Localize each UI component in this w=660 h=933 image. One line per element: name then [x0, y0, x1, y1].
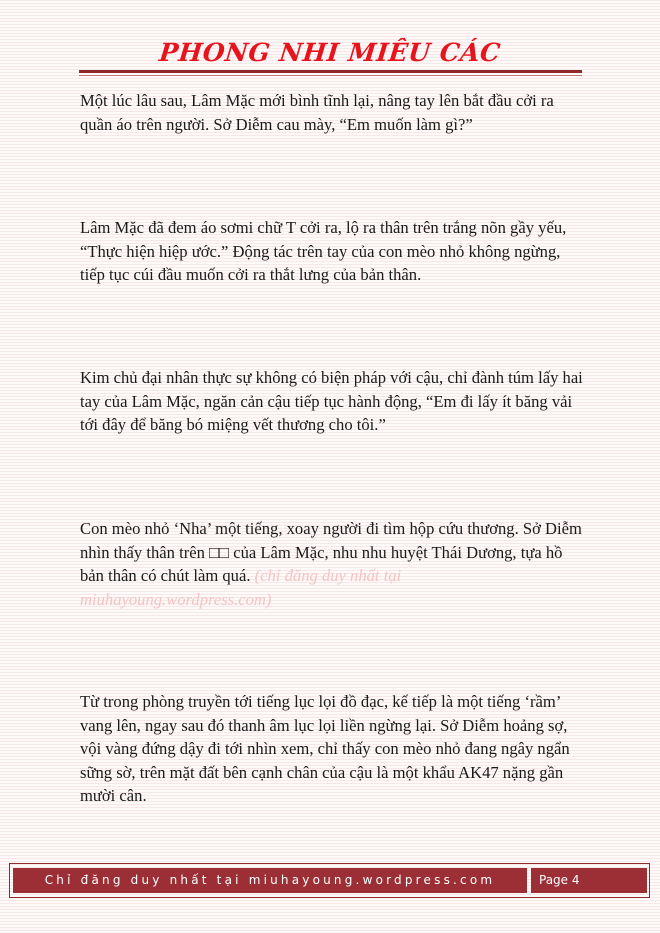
paragraph-4: [80, 517, 585, 611]
header-divider-thin: [79, 75, 582, 76]
watermark-text: (chỉ đăng duy nhất tại miuhayoung.wordpress.com): [80, 566, 402, 609]
paragraph-2: Lâm Mặc đã đem áo sơmi chữ T cởi ra, lộ ra thân trên trắng nõn gầy yếu, “Thực hiện hiệp ước.” Động tác trên tay của con mèo nhỏ không ngừng, tiếp tục cúi đầu muốn cởi ra thắt lưng của bản thân.: [80, 218, 567, 284]
footer-notice: Chỉ đăng duy nhất tại miuhayoung.wordpress.com: [13, 868, 527, 893]
header-divider: [79, 70, 582, 73]
paragraph-5: Từ trong phòng truyền tới tiếng lục lọi đồ đạc, kế tiếp là một tiếng ‘rầm’ vang lên, ngay sau đó thanh âm lục lọi liền ngừng lại. Sở Diễm hoảng sợ, vội vàng đứng dậy đi tới nhìn xem, chỉ thấy con mèo nhỏ đang ngây ngẩn sững sờ, trên mặt đất bên cạnh chân của cậu là một khẩu AK47 nặng gần mười cân.: [80, 692, 570, 805]
paragraph-1: Một lúc lâu sau, Lâm Mặc mới bình tĩnh lại, nâng tay lên bắt đầu cởi ra quần áo trên người. Sở Diễm cau mày, “Em muốn làm gì?”: [80, 91, 554, 134]
paragraph-3: Kim chủ đại nhân thực sự không có biện pháp với cậu, chỉ đành túm lấy hai tay của Lâm Mặc, ngăn cản cậu tiếp tục hành động, “Em đi lấy ít băng vải tới đây để băng bó miệng vết thương cho tôi.”: [80, 368, 583, 434]
page-number: Page 4: [531, 868, 647, 893]
paragraph-4-text: Con mèo nhỏ ‘Nha’ một tiếng, xoay người đi tìm hộp cứu thương. Sở Diễm nhìn thấy thân trên □□ của Lâm Mặc, nhu nhu huyệt Thái Dương, tựa hồ bản thân có chút làm quá.: [80, 519, 582, 585]
page-header-title: PHONG NHI MIÊU CÁC: [157, 38, 503, 67]
